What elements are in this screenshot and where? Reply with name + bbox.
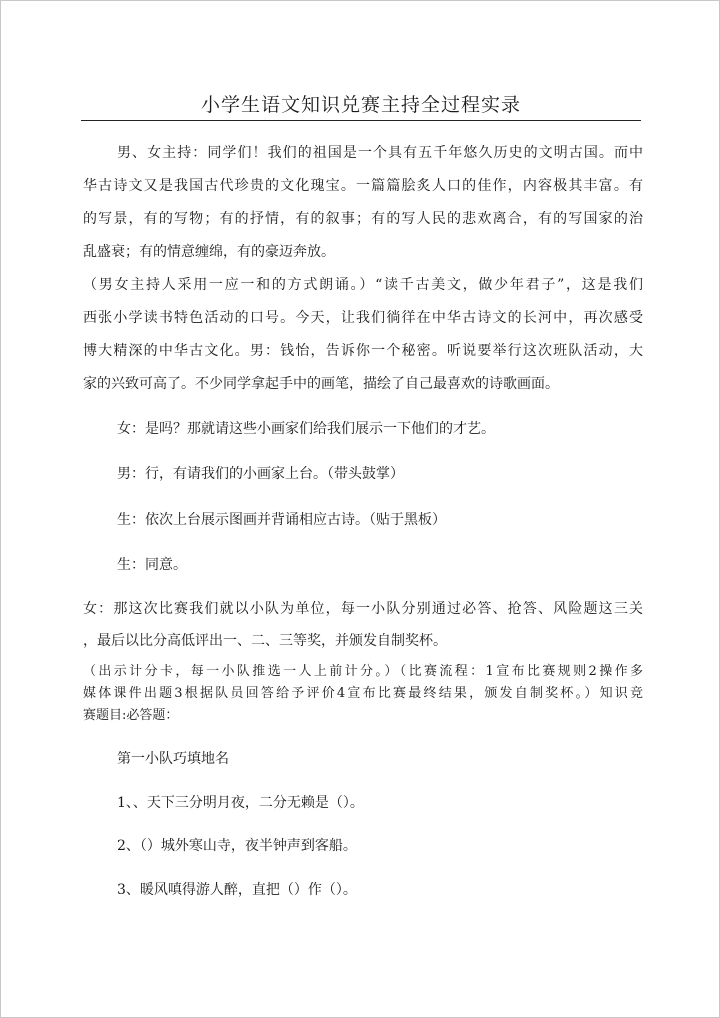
dialogue-line-3: 生：依次上台展示图画并背诵相应古诗。（贴于黑板） [117,512,446,528]
process-line-3: 赛题目:必答题： [83,708,179,723]
recite-line-1: （男女主持人采用一应一和的方式朗诵。）“读千古美文，做少年君子”，这是我们 [83,277,643,293]
intro-line-1: 男、女主持：同学们！我们的祖国是一个具有五千年悠久历史的文明古国。而中 [117,145,643,161]
recite-line-2: 西张小学读书特色活动的口号。今天，让我们徜徉在中华古诗文的长河中，再次感受 [83,310,643,326]
dialogue-line-2: 男：行，有请我们的小画家上台。（带头鼓掌） [117,466,404,482]
rules-line-2: ，最后以比分高低评出一、二、三等奖，并颁发自制奖杯。 [83,633,447,649]
intro-line-4: 乱盛衰；有的情意缠绵，有的豪迈奔放。 [83,244,335,260]
question-3: 3、暖风嗔得游人醉，直把（）作（）。 [117,882,357,898]
section-heading: 第一小队巧填地名 [117,751,229,767]
question-2: 2、（）城外寒山寺，夜半钟声到客船。 [117,838,357,854]
dialogue-line-1: 女：是吗？那就请这些小画家们给我们展示一下他们的才艺。 [117,421,495,437]
dialogue-line-4: 生：同意。 [117,557,187,573]
process-line-1: （出示计分卡，每一小队推选一人上前计分。）（比赛流程：1宣布比赛规则2操作多 [83,664,643,679]
intro-line-3: 的写景，有的写物；有的抒情，有的叙事；有的写人民的悲欢离合，有的写国家的治 [83,211,643,227]
process-line-2: 媒体课件出题3根据队员回答给予评价4宣布比赛最终结果，颁发自制奖杯。）知识竞 [83,686,643,701]
rules-line-1: 女：那这次比赛我们就以小队为单位，每一小队分别通过必答、抢答、风险题这三关 [83,601,643,617]
recite-line-3: 博大精深的中华古文化。男：钱怡，告诉你一个秘密。听说要举行这次班队活动，大 [83,343,643,359]
question-1: 1、、天下三分明月夜，二分无赖是（）。 [117,795,364,811]
recite-line-4: 家的兴致可高了。不少同学拿起手中的画笔，描绘了自己最喜欢的诗歌画面。 [83,376,559,392]
intro-line-2: 华古诗文又是我国古代珍贵的文化瑰宝。一篇篇脍炙人口的佳作，内容极其丰富。有 [83,178,643,194]
document-title: 小学生语文知识兑赛主持全过程实录 [200,94,521,116]
title-underline [81,120,641,121]
